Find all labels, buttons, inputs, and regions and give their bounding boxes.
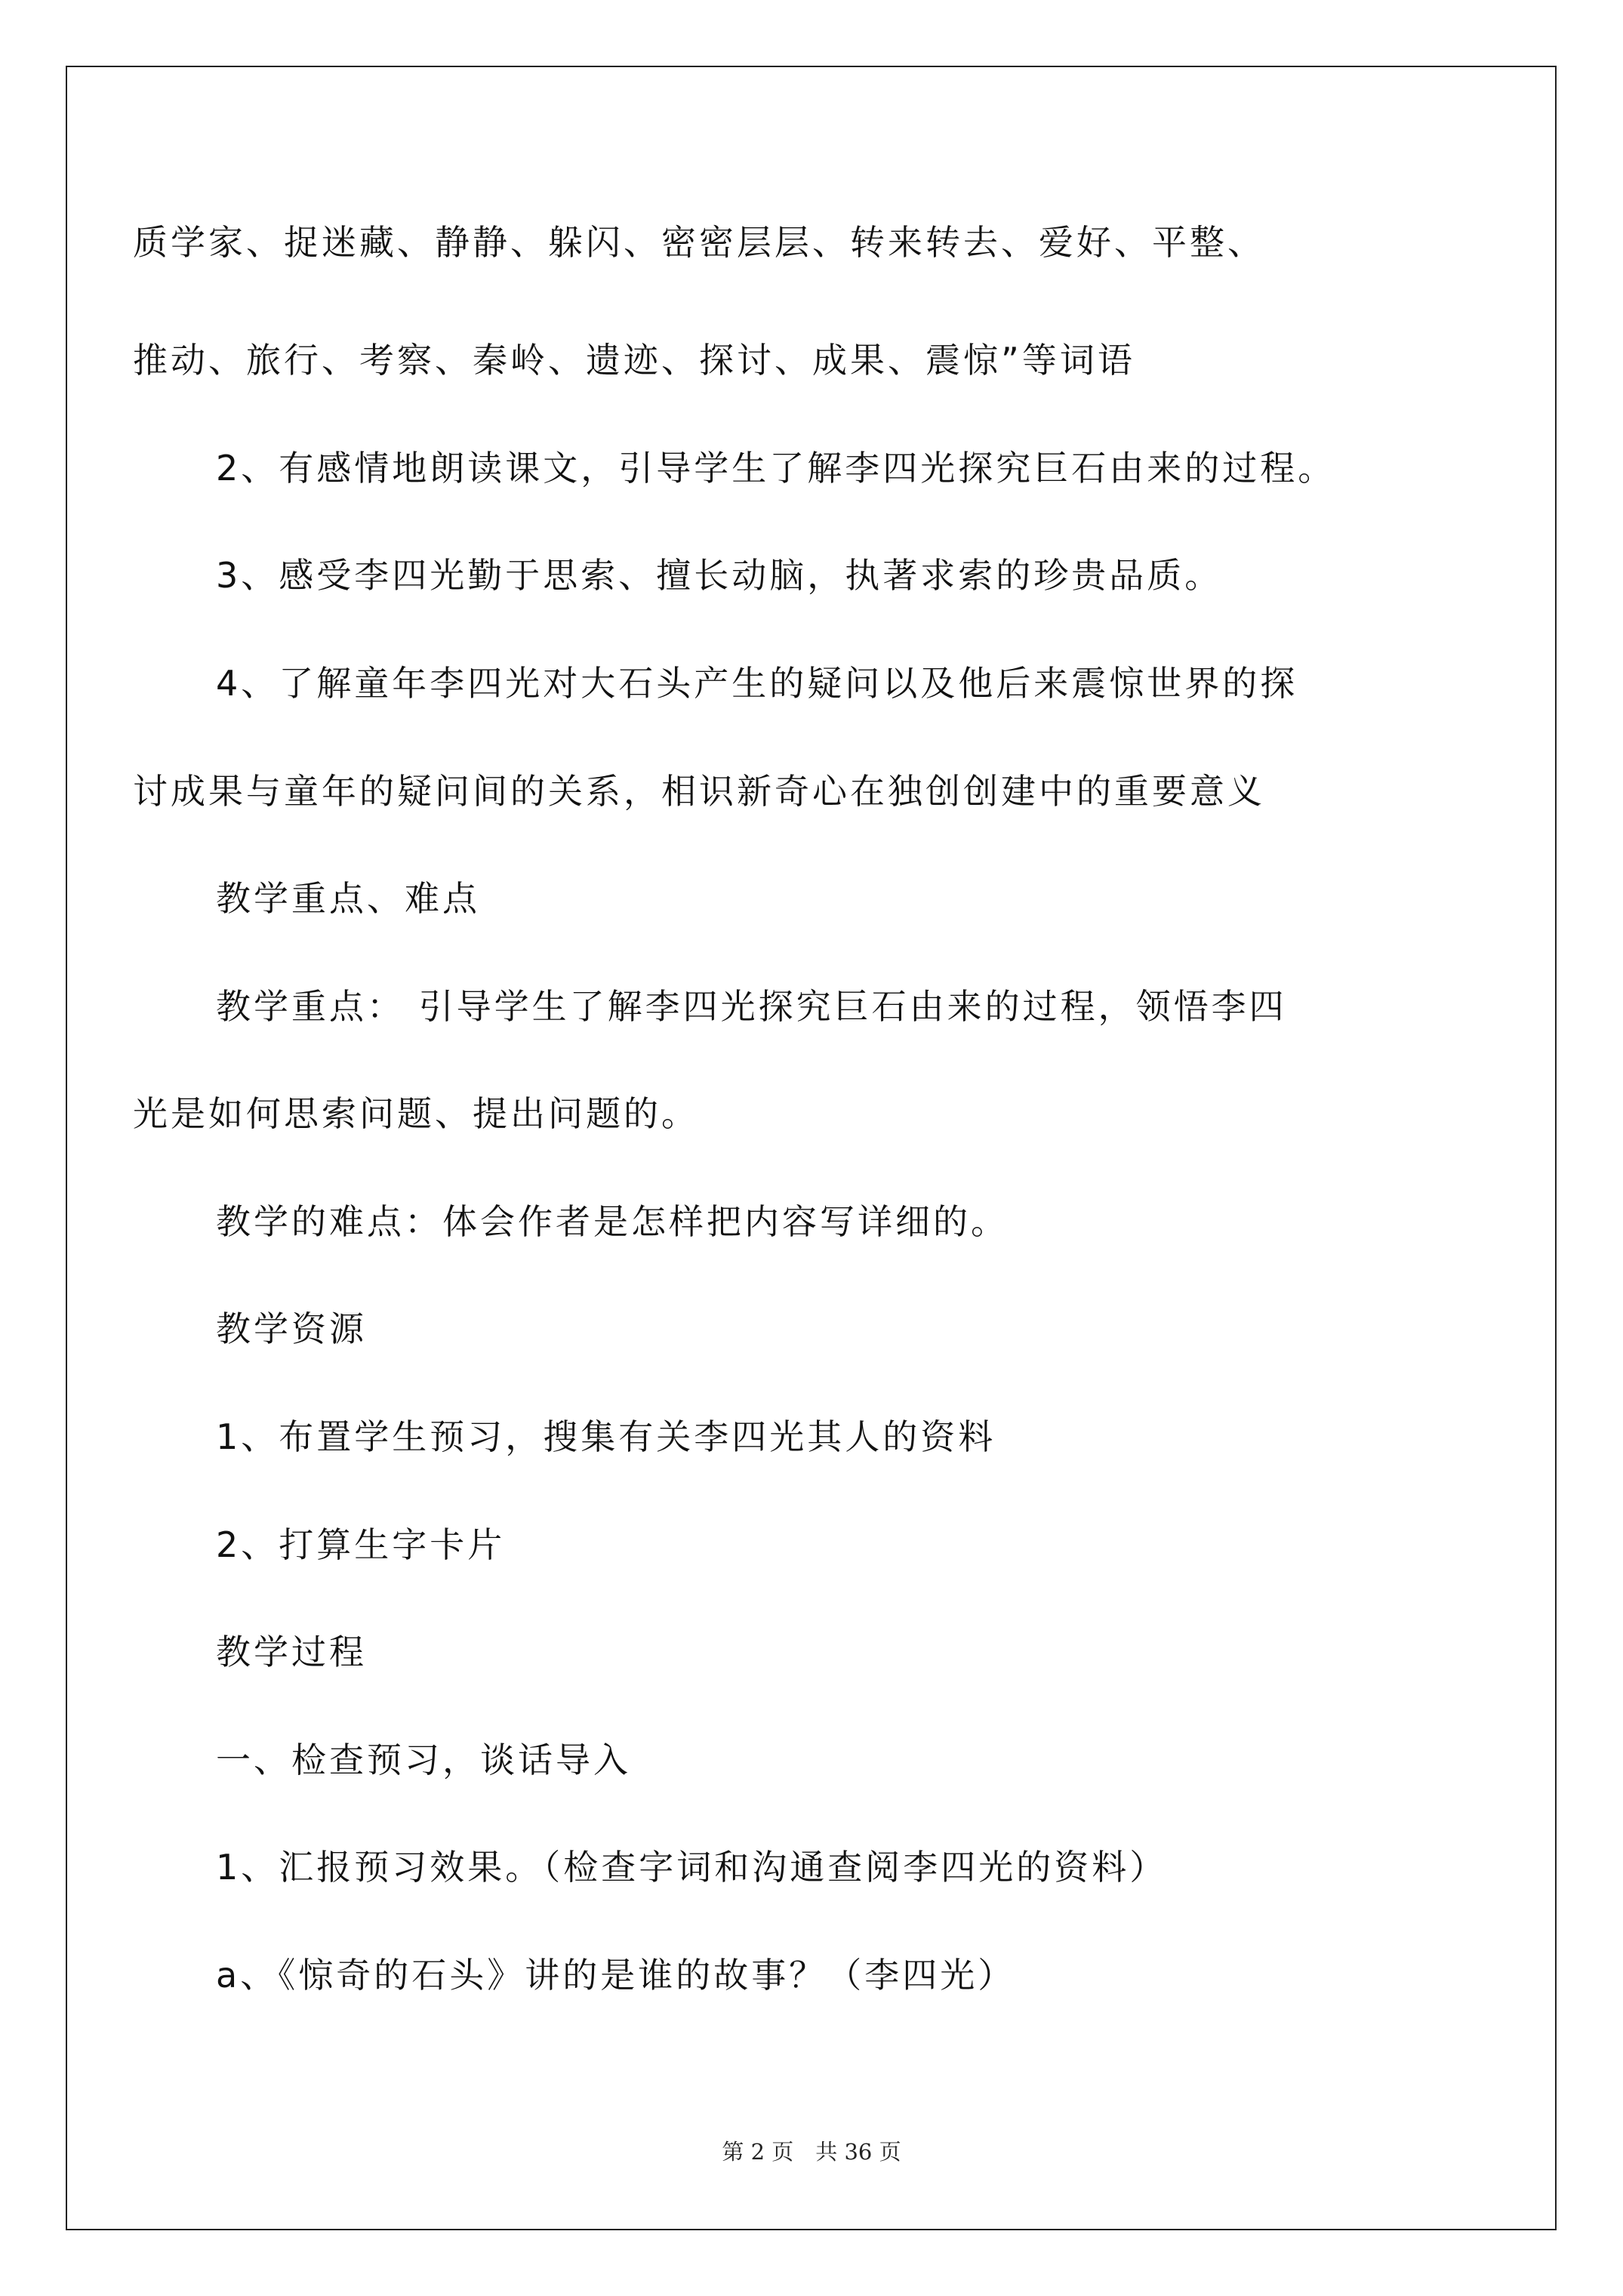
text-line: 一、检查预习，谈话导入: [216, 1740, 631, 1780]
text-line: 1、布置学生预习，搜集有关李四光其人的资料: [216, 1416, 996, 1457]
text-line: 质学家、捉迷藏、静静、躲闪、密密层层、转来转去、爱好、平整、: [133, 222, 1265, 263]
text-line: 讨成果与童年的疑问间的关系，相识新奇心在独创创建中的重要意义: [133, 771, 1265, 812]
section-heading: 教学过程: [216, 1632, 367, 1672]
page-border: [66, 66, 1557, 2230]
text-line: 4、了解童年李四光对大石头产生的疑问以及他后来震惊世界的探: [216, 663, 1298, 704]
text-line: 3、感受李四光勤于思索、擅长动脑，执著求索的珍贵品质。: [216, 555, 1223, 596]
section-heading: 教学重点、难点: [216, 878, 480, 919]
text-line: 1、汇报预习效果。（检查字词和沟通查阅李四光的资料）: [216, 1847, 1168, 1888]
text-line: 教学的难点：体会作者是怎样把内容写详细的。: [216, 1201, 1009, 1242]
text-line: 推动、旅行、考察、秦岭、遗迹、探讨、成果、震惊”等词语: [133, 340, 1135, 381]
text-line: 教学重点： 引导学生了解李四光探究巨石由来的过程，领悟李四: [216, 986, 1287, 1027]
text-line: 2、打算生字卡片: [216, 1524, 506, 1565]
page-number-footer: 第 2 页 共 36 页: [722, 2139, 901, 2165]
text-line: a、《惊奇的石头》讲的是谁的故事？（李四光）: [216, 1955, 1016, 1996]
text-line: 光是如何思索问题、提出问题的。: [133, 1093, 699, 1134]
text-line: 2、有感情地朗读课文，引导学生了解李四光探究巨石由来的过程。: [216, 448, 1336, 488]
section-heading: 教学资源: [216, 1308, 367, 1349]
